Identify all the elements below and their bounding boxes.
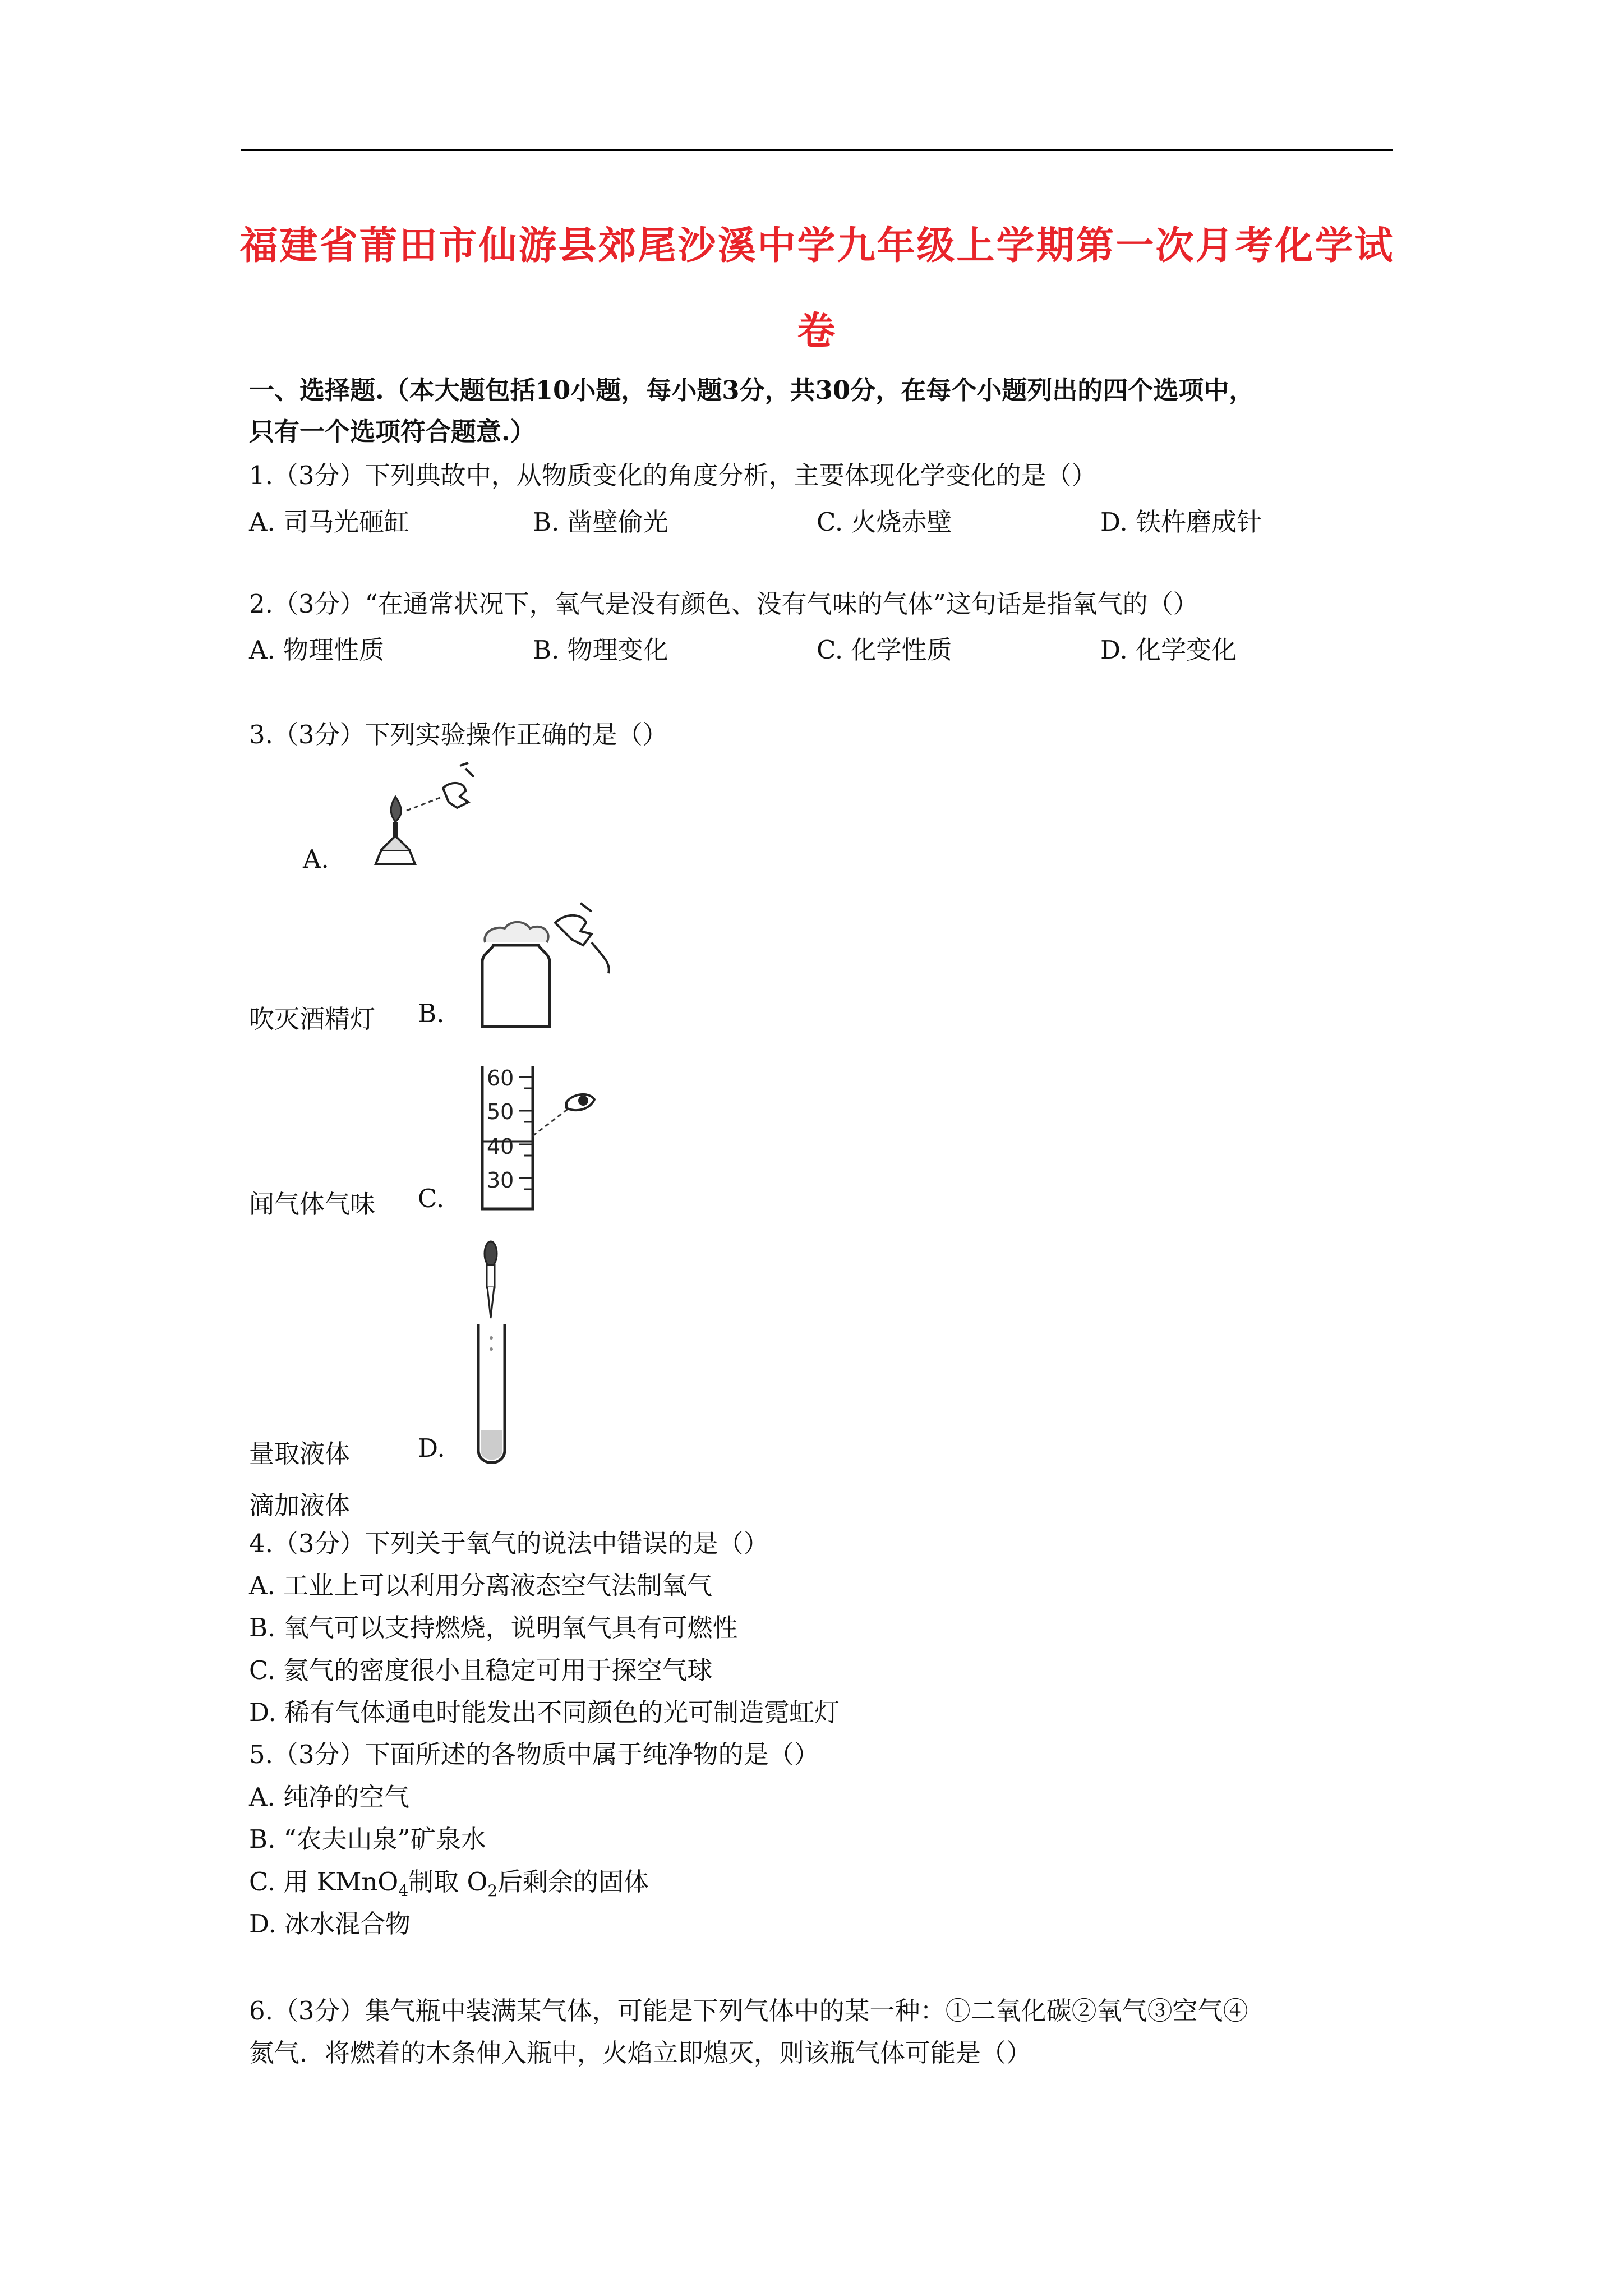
cylinder-tick-40: 40: [487, 1134, 514, 1159]
dropper-test-tube-figure: [474, 1240, 530, 1467]
exam-title-line2: 卷: [797, 309, 837, 353]
cylinder-tick-30: 30: [487, 1168, 514, 1193]
question-2-option-b: B. 物理变化: [533, 635, 668, 665]
question-1-stem: 1.（3分）下列典故中，从物质变化的角度分析，主要体现化学变化的是（）: [249, 461, 1097, 490]
option-c-sub-2: 2: [487, 1881, 498, 1900]
question-6-stem-line2: 氮气．将燃着的木条伸入瓶中，火焰立即熄灭，则该瓶气体可能是（）: [249, 2038, 1032, 2068]
question-3-letter-a: A.: [303, 844, 329, 874]
question-5-option-c: [249, 1865, 649, 1908]
question-1-option-b: B. 凿壁偷光: [533, 507, 668, 537]
question-5-option-a: A. 纯净的空气: [249, 1782, 410, 1812]
gas-jar-smelling-figure: [471, 900, 617, 1035]
option-c-text-3: 后剩余的固体: [497, 1867, 649, 1897]
section-heading-line2: 只有一个选项符合题意.）: [249, 417, 536, 447]
question-3-caption-d: 滴加液体: [249, 1490, 351, 1520]
question-3-stem: 3.（3分）下列实验操作正确的是（）: [249, 720, 668, 749]
question-6-stem-line1: 6.（3分）集气瓶中装满某气体，可能是下列气体中的某一种：①二氧化碳②氧气③空气④: [249, 1996, 1248, 2026]
question-2-option-c: C. 化学性质: [817, 635, 952, 665]
question-3-letter-d: D.: [418, 1433, 445, 1463]
section-heading-line1: 一、选择题.（本大题包括10小题，每小题3分，共30分，在每个小题列出的四个选项中，: [249, 375, 1255, 405]
question-4-stem: 4.（3分）下列关于氧气的说法中错误的是（）: [249, 1529, 769, 1558]
option-c-text-2: 制取 O: [408, 1867, 488, 1897]
question-4-option-b: B. 氧气可以支持燃烧，说明氧气具有可燃性: [249, 1613, 738, 1642]
question-3-letter-b: B.: [418, 999, 445, 1028]
option-c-text-1: C. 用 KMnO: [249, 1867, 399, 1897]
cylinder-tick-60: 60: [487, 1066, 514, 1091]
exam-title-line1: 福建省莆田市仙游县郊尾沙溪中学九年级上学期第一次月考化学试: [239, 223, 1395, 268]
question-5-option-d: D. 冰水混合物: [249, 1909, 411, 1939]
question-5-stem: 5.（3分）下面所述的各物质中属于纯净物的是（）: [249, 1740, 819, 1769]
question-2-option-a: A. 物理性质: [249, 635, 385, 665]
question-3-caption-c: 量取液体: [249, 1439, 351, 1469]
question-1-option-a: A. 司马光砸缸: [249, 507, 410, 537]
question-4-option-c: C. 氦气的密度很小且稳定可用于探空气球: [249, 1655, 713, 1685]
graduated-cylinder-figure: [477, 1063, 606, 1214]
header-rule: [241, 149, 1393, 151]
question-3-caption-b: 闻气体气味: [249, 1189, 376, 1219]
question-3-caption-a: 吹灭酒精灯: [249, 1004, 376, 1034]
cylinder-tick-50: 50: [487, 1099, 514, 1124]
question-2-stem: 2.（3分）“在通常状况下，氧气是没有颜色、没有气味的气体”这句话是指氧气的（）: [249, 589, 1198, 619]
question-5-option-b: B. “农夫山泉”矿泉水: [249, 1824, 486, 1854]
question-4-option-a: A. 工业上可以利用分离液态空气法制氧气: [249, 1571, 713, 1600]
alcohol-lamp-blowing-figure: [353, 757, 488, 869]
question-1-option-c: C. 火烧赤壁: [817, 507, 952, 537]
question-3-letter-c: C.: [418, 1184, 445, 1213]
question-4-option-d: D. 稀有气体通电时能发出不同颜色的光可制造霓虹灯: [249, 1697, 840, 1727]
option-c-sub-4: 4: [398, 1881, 409, 1900]
question-2-option-d: D. 化学变化: [1100, 635, 1237, 665]
question-1-option-d: D. 铁杵磨成针: [1100, 507, 1262, 537]
